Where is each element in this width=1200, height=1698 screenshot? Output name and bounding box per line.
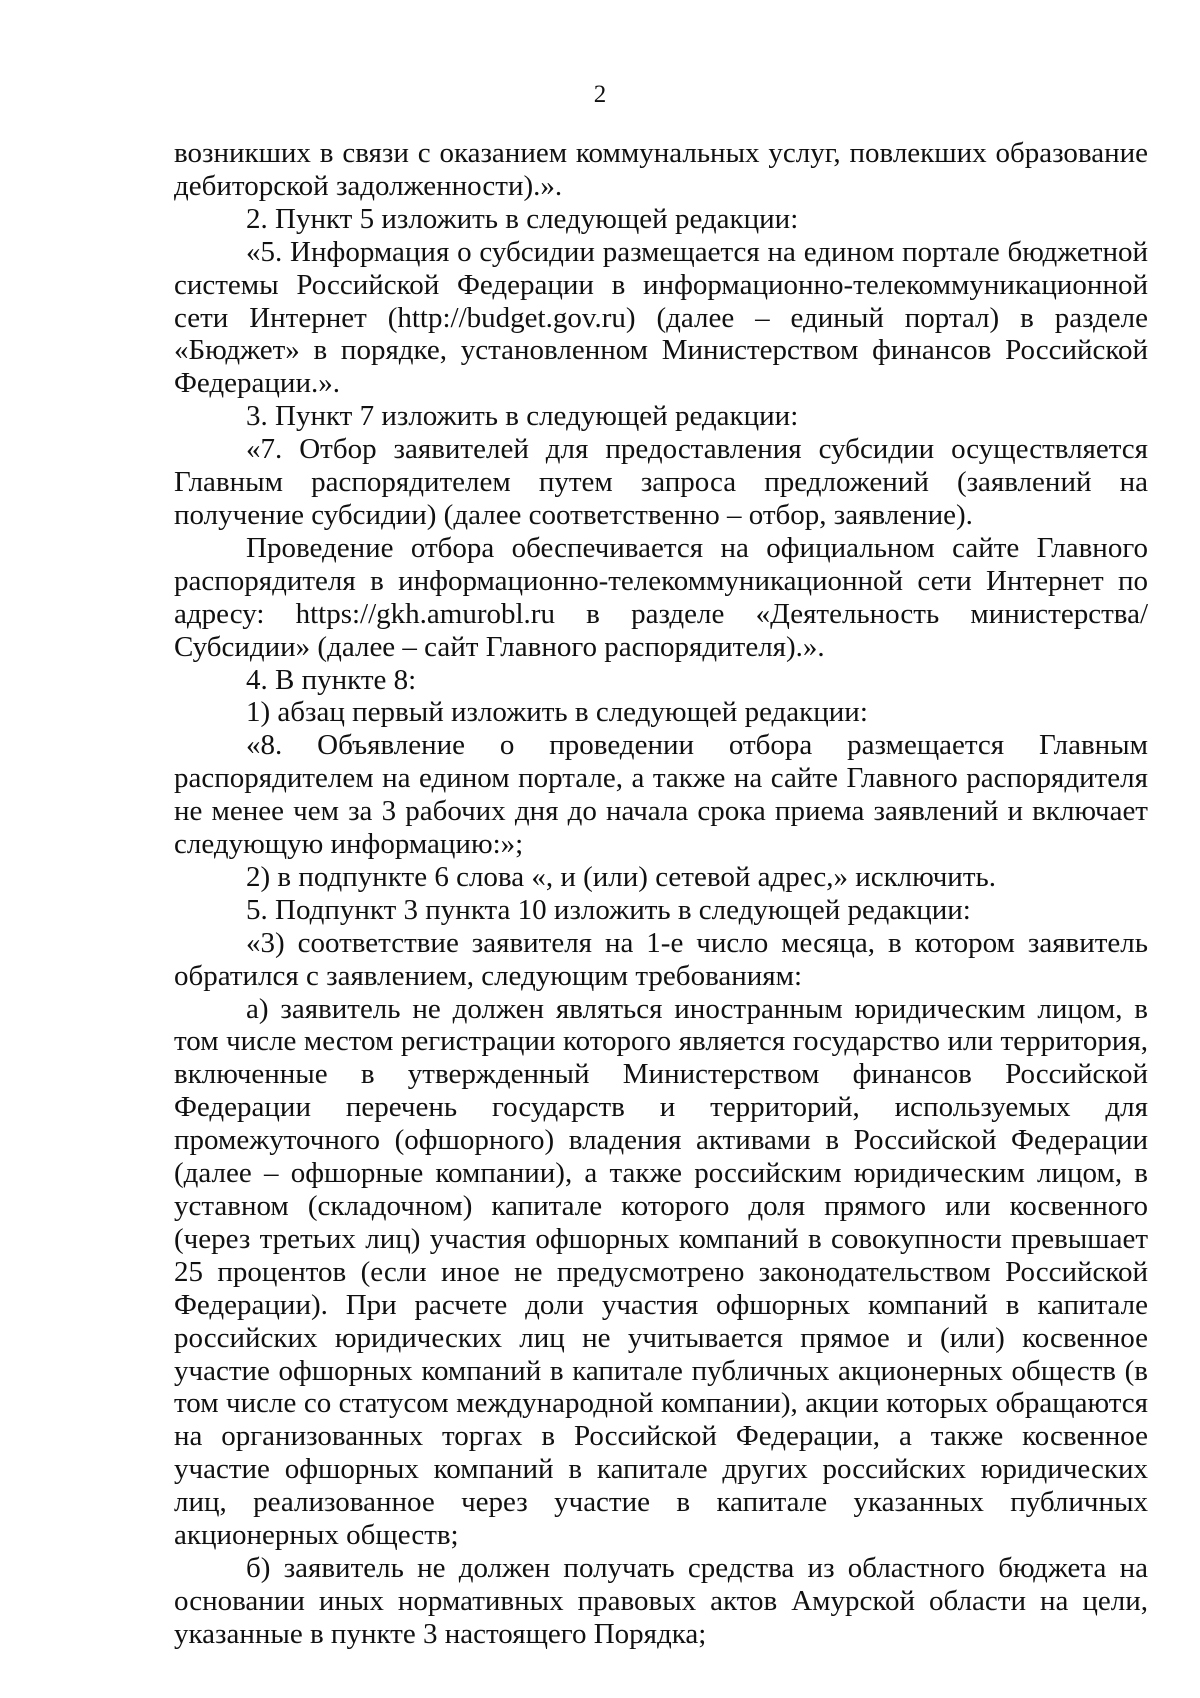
paragraph: 1) абзац первый изложить в следующей редакции: [246, 696, 868, 729]
page-number: 2 [593, 81, 607, 108]
paragraph: 2. Пункт 5 изложить в следующей редакции: [246, 202, 799, 235]
paragraph: «7. Отбор заявителей для предоставления субсидии осуществляется Главным распорядителем путем запроса предложений (заявлений на получение субсидии) (далее соответственно – отбор, заявление). [174, 433, 1148, 531]
paragraph: «8. Объявление о проведении отбора размещается Главным распорядителем на едином портале, а также на сайте Главного распорядителя не менее чем за 3 рабочих дня до начала срока приема заявлений и включает следующую информацию:»; [174, 729, 1148, 861]
paragraph: «3) соответствие заявителя на 1-е число месяца, в котором заявитель обратился с заявлением, следующим требованиям: [174, 926, 1148, 992]
paragraph: «5. Информация о субсидии размещается на едином портале бюджетной системы Российской Федерации в информационно-телекоммуникационной сети Интернет (http://budget.gov.ru) (далее – единый портал) в разделе «Бюджет» в порядке, установленном Министерством финансов Российской Федерации.». [174, 235, 1148, 400]
paragraph: 3. Пункт 7 изложить в следующей редакции: [246, 400, 799, 433]
paragraph: Проведение отбора обеспечивается на официальном сайте Главного распорядителя в информационно-телекоммуникационной сети Интернет по адресу: https://gkh.amurobl.ru в разделе «Деятельность министерства/Субсидии» (далее – сайт Главного распорядителя).». [174, 531, 1148, 663]
paragraph: а) заявитель не должен являться иностранным юридическим лицом, в том числе местом регистрации которого является государство или территория, включенные в утвержденный Министерством финансов Российской Федерации перечень государств и территорий, используемых для промежуточного (офшорного) владения активами в Российской Федерации (далее – офшорные компании), а также российским юридическим лицом, в уставном (складочном) капитале которого доля прямого или косвенного (через третьих лиц) участия офшорных компаний в совокупности превышает 25 процентов (если иное не предусмотрено законодательством Российской Федерации). При расчете доли участия офшорных компаний в капитале российских юридических лиц не учитывается прямое и (или) косвенное участие офшорных компаний в капитале публичных акционерных обществ (в том числе со статусом международной компании), акции которых обращаются на организованных торгах в Российской Федерации, а также косвенное участие офшорных компаний в капитале других российских юридических лиц, реализованное через участие в капитале указанных публичных акционерных обществ; [174, 992, 1148, 1552]
paragraph: 4. В пункте 8: [246, 663, 417, 696]
document-body [174, 137, 1148, 1651]
paragraph: возникших в связи с оказанием коммунальных услуг, повлекших образование дебиторской задолженности).». [174, 137, 1148, 202]
paragraph: 5. Подпункт 3 пункта 10 изложить в следующей редакции: [246, 893, 971, 926]
paragraph: б) заявитель не должен получать средства из областного бюджета на основании иных нормативных правовых актов Амурской области на цели, указанные в пункте 3 настоящего Порядка; [174, 1551, 1148, 1650]
paragraph: 2) в подпункте 6 слова «, и (или) сетевой адрес,» исключить. [246, 860, 996, 893]
